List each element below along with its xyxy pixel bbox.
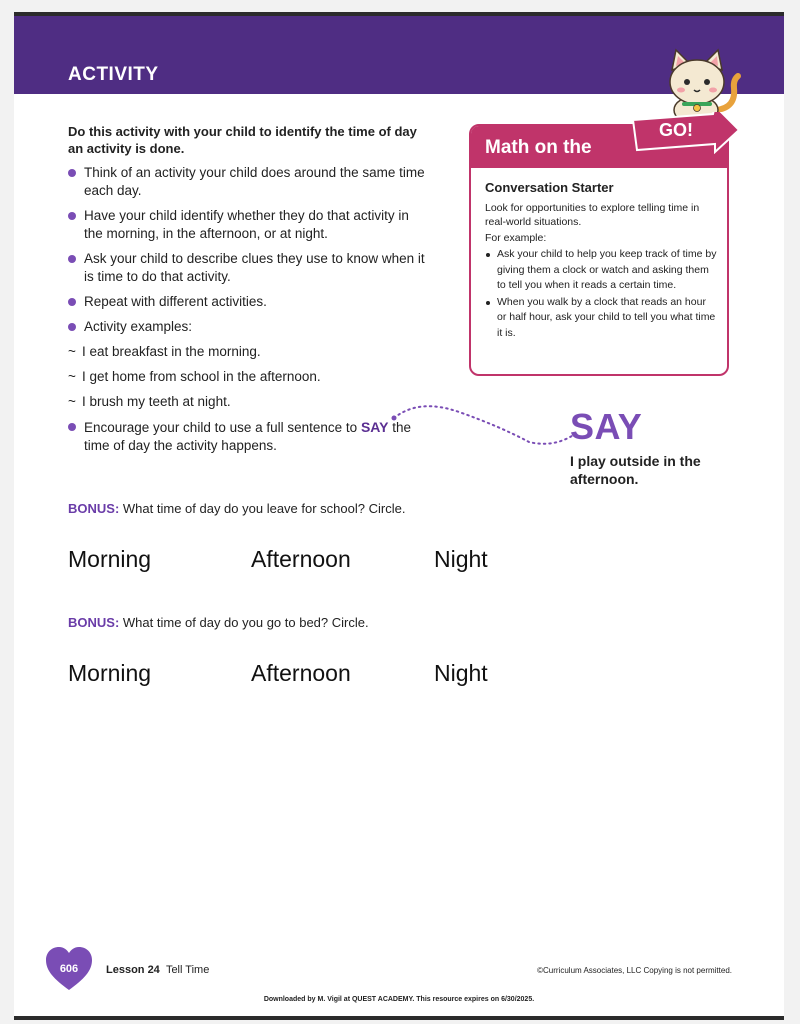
tilde-marker: ~ — [68, 394, 76, 409]
examples-wrapper — [68, 343, 428, 411]
step-text: Think of an activity your child does around the same time each day. — [84, 165, 425, 198]
choice-morning[interactable]: Morning — [68, 660, 152, 686]
lesson-number: Lesson 24 — [106, 964, 160, 976]
bullet-dot-icon — [68, 298, 76, 306]
banner-title: ACTIVITY — [68, 64, 159, 85]
step-text: Have your child identify whether they do that activity in the morning, in the afternoon, or at night. — [84, 208, 409, 241]
bonus-question-text: What time of day do you leave for school? Circle. — [122, 501, 406, 516]
go-label: GO! — [659, 120, 693, 140]
bullet-dot-icon — [68, 323, 76, 331]
example-text: I brush my teeth at night. — [82, 394, 231, 409]
list-item — [68, 393, 428, 411]
choice-night[interactable]: Night — [434, 546, 488, 572]
list-item — [485, 295, 717, 342]
bullet-dot-icon — [68, 169, 76, 177]
example-text: I get home from school in the afternoon. — [82, 369, 321, 384]
bullet-dot-icon — [68, 212, 76, 220]
conversation-starter-title: Conversation Starter — [485, 180, 614, 195]
bullet-dot-icon — [68, 423, 76, 431]
activity-intro: Do this activity with your child to identify the time of day an activity is done. — [68, 124, 417, 156]
step-text: Repeat with different activities. — [84, 294, 267, 309]
list-item — [68, 343, 428, 361]
example-label: For example: — [485, 232, 547, 244]
list-item — [68, 368, 428, 386]
conversation-starter-intro: Look for opportunities to explore telling time in real-world situations. — [485, 202, 700, 228]
step-text: Activity examples: — [84, 319, 193, 334]
example-text: I eat breakfast in the morning. — [82, 344, 261, 359]
lesson-title: Tell Time — [165, 964, 210, 976]
answer-choices — [68, 546, 588, 576]
tilde-marker: ~ — [68, 344, 76, 359]
dotted-arc-connector — [389, 400, 579, 460]
math-on-the-go-body — [485, 180, 717, 341]
bonus-label: BONUS: — [68, 615, 120, 630]
step-text: Encourage your child to use a full sentence to — [84, 420, 358, 435]
answer-choices — [68, 660, 588, 690]
say-callout-example: I play outside in the afternoon. — [570, 453, 701, 487]
activity-steps — [68, 164, 428, 455]
bonus-question — [68, 501, 405, 516]
page-number: 606 — [59, 963, 79, 975]
step-text: Ask your child to describe clues they use to know when it is time to do that activity. — [84, 251, 425, 284]
bullet-dot-icon — [486, 253, 490, 257]
math-on-the-go-title: Math on the — [485, 137, 592, 158]
choice-night[interactable]: Night — [434, 660, 488, 686]
bonus-question — [68, 615, 369, 630]
list-item — [68, 207, 428, 243]
bottom-rule — [14, 1016, 784, 1020]
download-notice: Downloaded by M. Vigil at QUEST ACADEMY. This resource expires on 6/30/2025. — [263, 996, 535, 1003]
list-item — [68, 250, 428, 286]
choice-afternoon[interactable]: Afternoon — [251, 546, 351, 572]
tilde-marker: ~ — [68, 369, 76, 384]
list-item — [68, 293, 428, 311]
worksheet-page — [14, 12, 784, 1020]
choice-afternoon[interactable]: Afternoon — [251, 660, 351, 686]
activity-examples — [68, 343, 428, 411]
choice-morning[interactable]: Morning — [68, 546, 152, 572]
conversation-starter-list — [485, 247, 717, 341]
step-text: the time of day the activity happens. — [84, 420, 411, 453]
list-item — [485, 247, 717, 294]
say-callout-word: SAY — [570, 406, 643, 447]
list-item — [68, 318, 428, 336]
bullet-dot-icon — [486, 301, 490, 305]
lesson-label — [106, 964, 209, 976]
list-item — [68, 164, 428, 200]
item-text: Ask your child to help you keep track of time by giving them a clock or watch and asking them to tell you when it reads a certain time. — [497, 248, 717, 291]
bullet-dot-icon — [68, 255, 76, 263]
copyright-notice: ©Curriculum Associates, LLC Copying is not permitted. — [537, 966, 732, 975]
list-item — [68, 418, 428, 455]
math-on-the-go-box — [469, 120, 729, 376]
item-text: When you walk by a clock that reads an hour or half hour, ask your child to tell you what time it is. — [497, 295, 716, 339]
bonus-question-text: What time of day do you go to bed? Circle. — [122, 615, 369, 630]
say-inline-word: SAY — [360, 419, 389, 435]
bonus-label: BONUS: — [68, 501, 120, 516]
